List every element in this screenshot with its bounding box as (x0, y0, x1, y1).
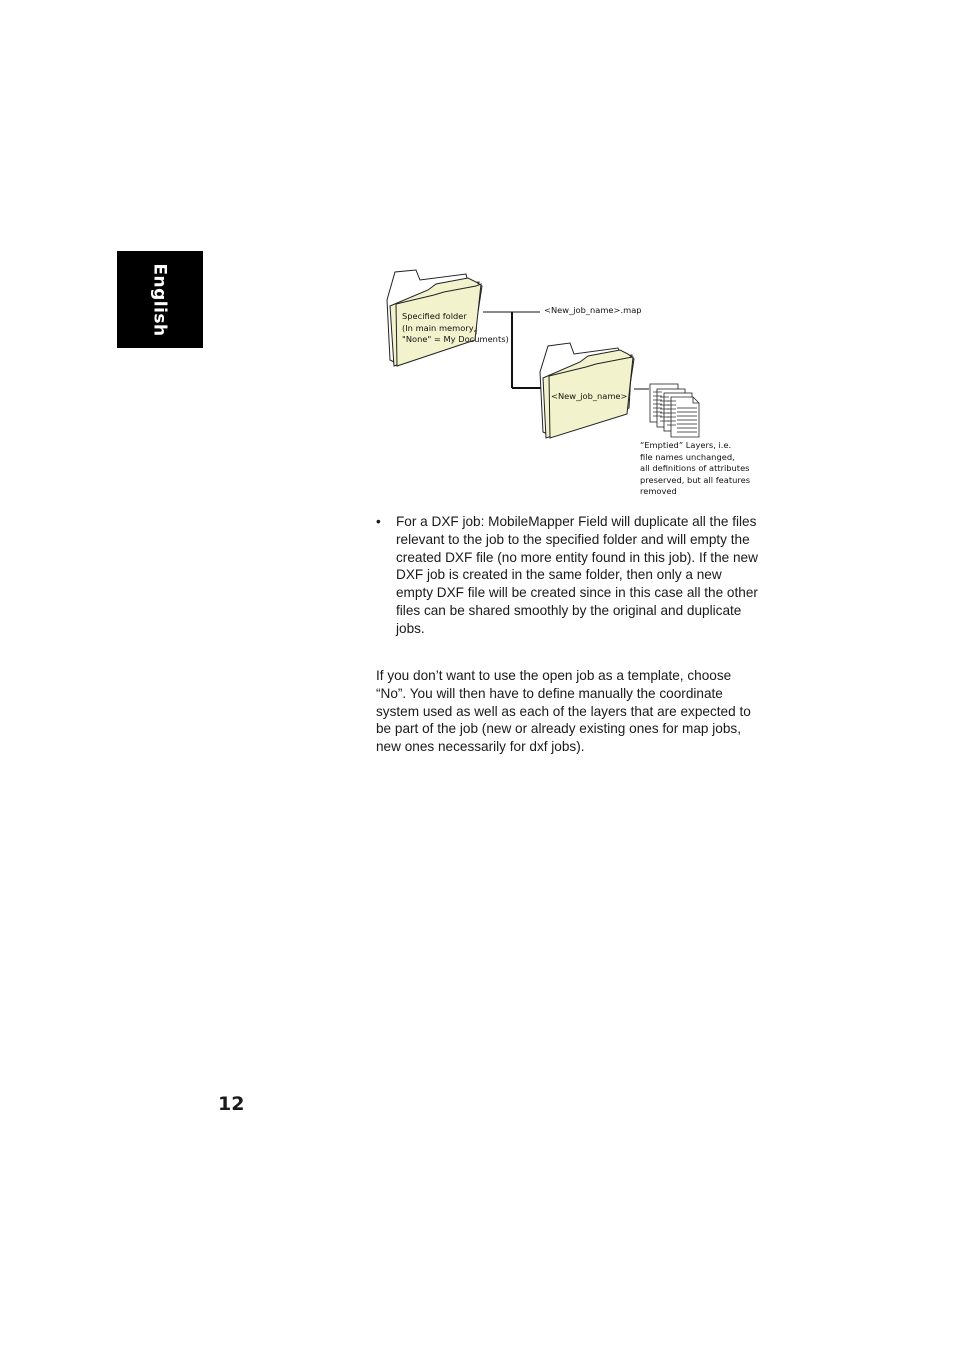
list-item (376, 513, 761, 638)
language-tab-label: English (149, 262, 170, 337)
page-number: 12 (218, 1093, 245, 1115)
source-folder-label-line: Specified folder (402, 311, 467, 321)
body-paragraph: If you don’t want to use the open job as a template, choose “No”. You will then have to define manually the coordinate system used as well as each of the layers that are expected to be part of the job (new or already existing ones for map jobs, new ones necessarily for dxf jobs). (376, 668, 751, 755)
layers-note-line: “Emptied” Layers, i.e. (640, 440, 732, 450)
layers-note-line: file names unchanged, (640, 451, 735, 462)
layers-note-line: removed (640, 486, 677, 496)
bullet-list (376, 513, 761, 638)
job-folder-label: <New_job_name> (551, 391, 628, 401)
layers-note (640, 440, 750, 498)
bullet-text: For a DXF job: MobileMapper Field will duplicate all the files relevant to the job to the specified folder and will empty the created DXF file (no more entity found in this job). If the new DXF job is created in the same folder, then only a new empty DXF file will be created since in this case all the other files can be shared smoothly by the original and duplicate jobs. (396, 514, 758, 636)
bullet-marker: • (376, 514, 381, 529)
layer-files-icon (650, 384, 699, 437)
source-folder-label (402, 311, 509, 346)
layers-note-line: all definitions of attributes (640, 463, 750, 473)
folder-structure-diagram (380, 262, 780, 507)
layers-note-line: preserved, but all features (640, 474, 751, 485)
source-folder-label-line: (In main memory, (402, 322, 477, 333)
source-folder-label-line: "None" = My Documents) (402, 334, 509, 344)
map-file-label: <New_job_name>.map (544, 305, 642, 315)
language-tab (117, 251, 203, 348)
